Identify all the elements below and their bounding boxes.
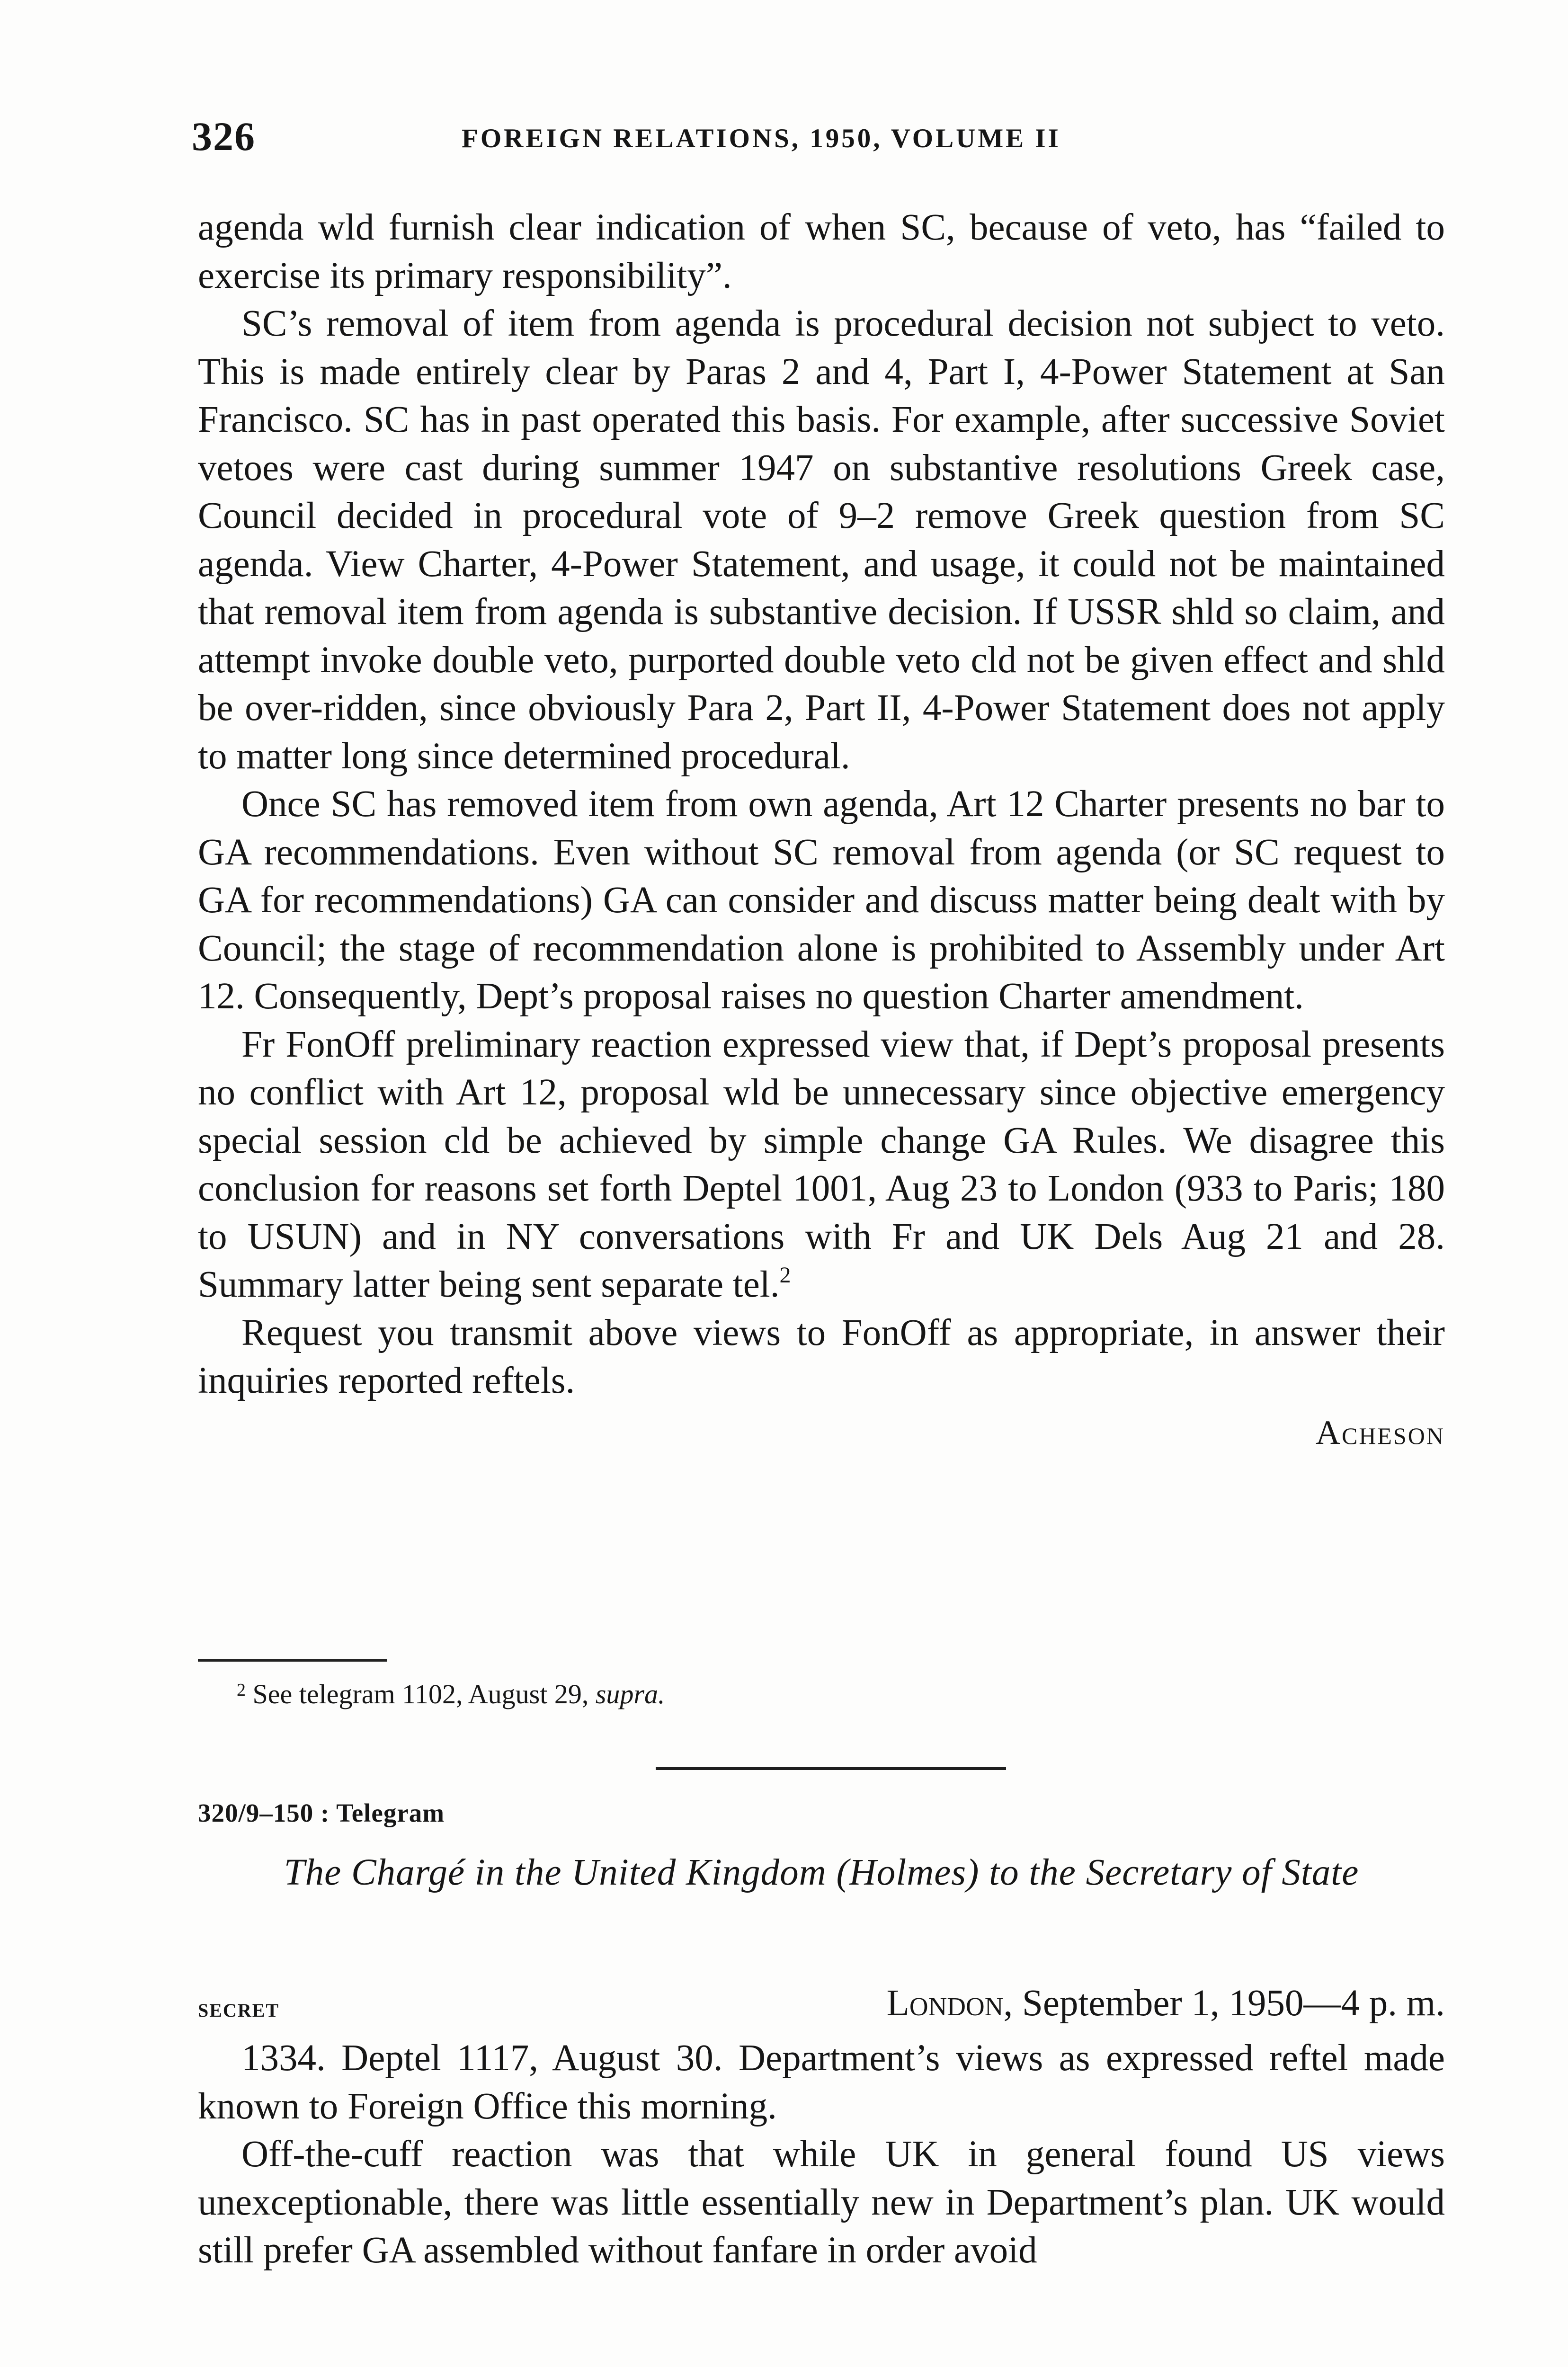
telegram-paragraph-2: Off-the-cuff reaction was that while UK in general found US views unexceptionable, there was little essentially new in Department’s plan. UK would still prefer GA assembled without fanfare in order avoid <box>198 2134 1445 2271</box>
footnote-italic: supra. <box>595 1679 665 1709</box>
section-divider <box>656 1767 1006 1770</box>
running-head: FOREIGN RELATIONS, 1950, VOLUME II <box>462 124 1061 153</box>
body-text <box>198 204 1445 1457</box>
classification-label: secret <box>198 1993 280 2023</box>
paragraph-5: Request you transmit above views to FonOff as appropriate, in answer their inquiries reported reftels. <box>198 1312 1445 1401</box>
page-header <box>192 113 1446 165</box>
paragraph-4-text: Fr FonOff preliminary reaction expressed view that, if Dept’s proposal presents no conflict with Art 12, proposal wld be unnecessary since objective emergency special session cld be achieved by simple change GA Rules. We disagree this conclusion for reasons set forth Deptel 1001, Aug 23 to London (933 to Paris; 180 to USUN) and in NY conversations with Fr and UK Dels Aug 21 and 28. Summary latter being sent separate tel. <box>198 1023 1445 1305</box>
telegram-text <box>198 2034 1445 2275</box>
place: London <box>886 1983 1004 2024</box>
footnote <box>237 1678 665 1710</box>
paragraph-3: Once SC has removed item from own agenda, Art 12 Charter presents no bar to GA recommendations. Even without SC removal from agenda (or SC request to GA for recommendations) GA can consider and discuss matter being dealt with by Council; the stage of recommendation alone is prohibited to Assembly under Art 12. Consequently, Dept’s proposal raises no question Charter amendment. <box>198 783 1445 1017</box>
telegram-paragraph-1: 1334. Deptel 1117, August 30. Department’s views as expressed reftel made known to Foreign Office this morning. <box>198 2038 1445 2127</box>
file-reference: 320/9–150 : Telegram <box>198 1798 445 1827</box>
paragraph-2: SC’s removal of item from agenda is procedural decision not subject to veto. This is made entirely clear by Paras 2 and 4, Part I, 4-Power Statement at San Francisco. SC has in past operated this basis. For example, after successive Soviet vetoes were cast during summer 1947 on substantive resolutions Greek case, Council decided in procedural vote of 9–2 remove Greek question from SC agenda. View Charter, 4-Power Statement, and usage, it could not be maintained that removal item from agenda is substantive decision. If USSR shld so claim, and attempt invoke double veto, purported double veto cld not be given effect and shld be over-ridden, since obviously Para 2, Part II, 4-Power Statement does not apply to matter long since determined procedural. <box>198 303 1445 777</box>
paragraph-4 <box>198 1021 1445 1309</box>
date: , September 1, 1950—4 p. m. <box>1003 1983 1445 2024</box>
footnote-reference: 2 <box>779 1263 791 1288</box>
paragraph-1: agenda wld furnish clear indication of when SC, because of veto, has “failed to exercise its primary responsibility”. <box>198 207 1445 296</box>
footnote-rule <box>198 1659 387 1662</box>
dateline-row <box>198 1982 1445 2029</box>
footnote-text: See telegram 1102, August 29, <box>252 1679 596 1709</box>
footnote-marker: 2 <box>237 1680 246 1700</box>
signature: Acheson <box>1315 1413 1445 1451</box>
document-title: The Chargé in the United Kingdom (Holmes) to the Secretary of State <box>284 1852 1359 1893</box>
place-date <box>887 1982 1445 2025</box>
page-number: 326 <box>192 114 256 159</box>
